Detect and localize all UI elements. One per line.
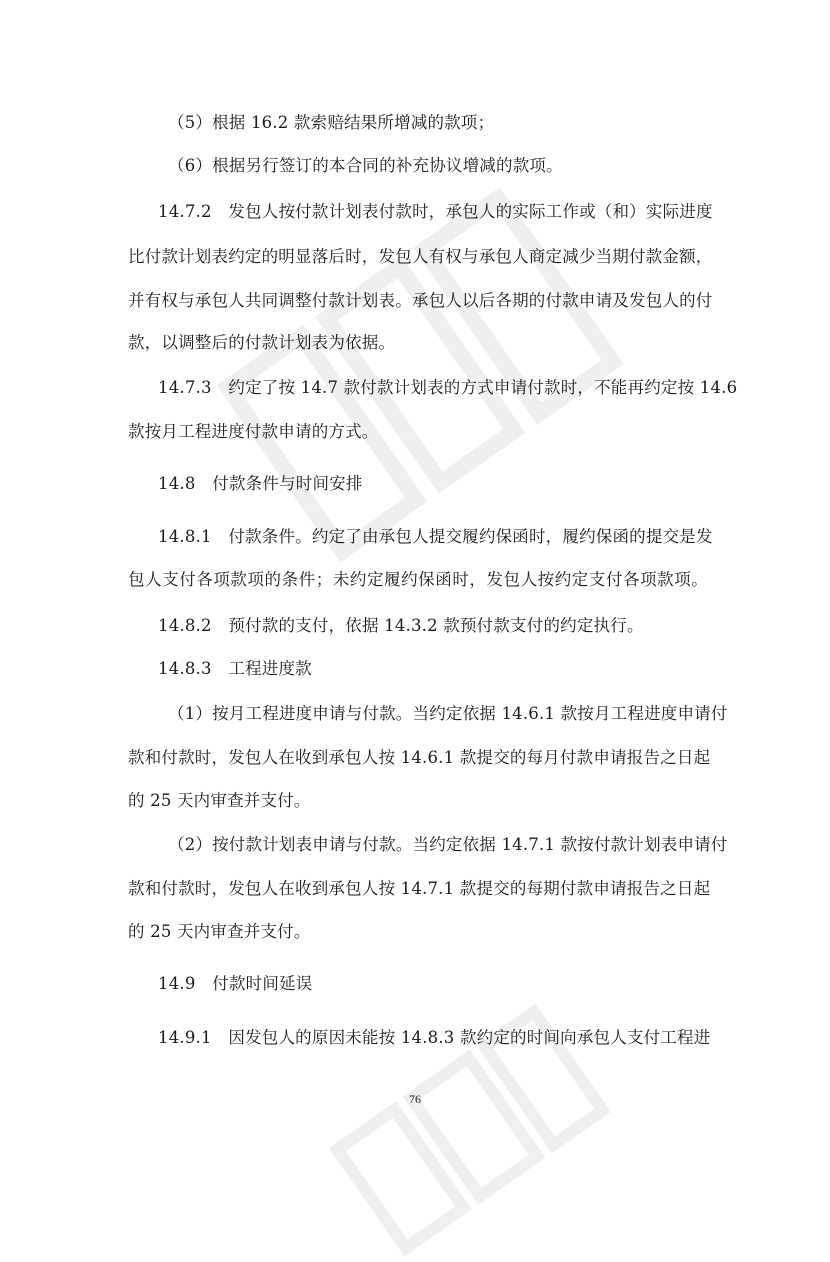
paragraph-line: 14.8.2 预付款的支付，依据 14.3.2 款预付款支付的约定执行。	[158, 616, 644, 635]
paragraph-line: （2）按付款计划表申请与付款。当约定依据 14.7.1 款按付款计划表申请付	[168, 835, 728, 854]
paragraph-line: 款，以调整后的付款计划表为依据。	[128, 333, 396, 352]
paragraph-line: （1）按月工程进度申请与付款。当约定依据 14.6.1 款按月工程进度申请付	[168, 704, 728, 723]
paragraph-line: 款和付款时，发包人在收到承包人按 14.6.1 款提交的每月付款申请报告之日起	[128, 748, 711, 767]
paragraph-line: 14.9.1 因发包人的原因未能按 14.8.3 款约定的时间向承包人支付工程进	[158, 1028, 711, 1047]
paragraph-line: 14.7.2 发包人按付款计划表付款时，承包人的实际工作或（和）实际进度	[158, 202, 713, 221]
paragraph-line: 14.8.1 付款条件。约定了由承包人提交履约保函时，履约保函的提交是发	[158, 527, 713, 546]
paragraph-line: 比付款计划表约定的明显落后时，发包人有权与承包人商定减少当期付款金额，	[128, 247, 713, 266]
paragraph-line: （6）根据另行签订的本合同的补充协议增减的款项。	[168, 156, 563, 175]
paragraph-line: 并有权与承包人共同调整付款计划表。承包人以后各期的付款申请及发包人的付	[128, 291, 713, 310]
paragraph-line: 款和付款时，发包人在收到承包人按 14.7.1 款提交的每期付款申请报告之日起	[128, 879, 711, 898]
paragraph-line: 的 25 天内审查并支付。	[128, 922, 311, 941]
paragraph-line: 款按月工程进度付款申请的方式。	[128, 422, 379, 441]
paragraph-line: 14.7.3 约定了按 14.7 款付款计划表的方式申请付款时，不能再约定按 14.6	[158, 378, 738, 397]
paragraph-line: 包人支付各项款项的条件；未约定履约保函时，发包人按约定支付各项款项。	[128, 570, 708, 589]
paragraph-line: 的 25 天内审查并支付。	[128, 791, 311, 810]
section-heading: 14.8 付款条件与时间安排	[158, 474, 363, 493]
page-number: 76	[409, 1092, 421, 1106]
paragraph-line: （5）根据 16.2 款索赔结果所增减的款项；	[168, 113, 495, 132]
subsection-heading: 14.8.3 工程进度款	[158, 659, 312, 678]
section-heading: 14.9 付款时间延误	[158, 974, 313, 993]
